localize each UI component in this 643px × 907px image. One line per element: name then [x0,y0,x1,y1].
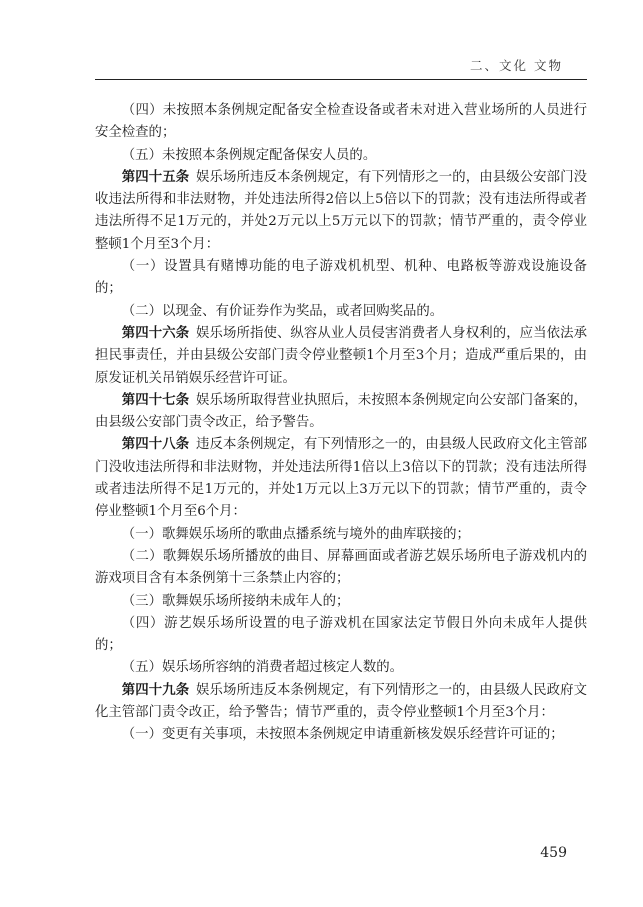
paragraph-text: （一）设置具有赌博功能的电子游戏机机型、机种、电路板等游戏设施设备的； [95,259,587,297]
paragraph-text: 娱乐场所违反本条例规定，有下列情形之一的，由县级人民政府文化主管部门责令改正，给予警告；情节严重的，责令停业整顿1个月至3个月： [95,682,588,721]
paragraph-text: 娱乐场所违反本条例规定，有下列情形之一的，由县级公安部门没收违法所得和非法财物，并处违法所得2倍以上5倍以下的罚款；没有违法所得或者违法所得不足1万元的，并处2万元以上5万元以下的罚款；情节严重的，责令停业整顿1个月至3个月： [95,169,588,252]
article-paragraph [95,434,587,523]
article-number: 第四十六条 [121,325,190,341]
clause-paragraph [95,724,587,746]
paragraph-text: （一）变更有关事项，未按照本条例规定申请重新核发娱乐经营许可证的； [121,727,564,743]
clause-paragraph [95,546,587,591]
header-rule [95,79,587,80]
paragraph-text: （四）游艺娱乐场所设置的电子游戏机在国家法定节假日外向未成年人提供的； [95,615,587,654]
clause-paragraph [95,100,587,145]
clause-paragraph [95,301,587,323]
paragraph-text: （四）未按照本条例规定配备安全检查设备或者未对进入营业场所的人员进行安全检查的； [95,103,587,141]
article-paragraph [95,390,587,435]
paragraph-text: （五）娱乐场所容纳的消费者超过核定人数的。 [121,660,403,676]
article-paragraph [95,680,587,725]
article-number: 第四十七条 [121,392,190,408]
paragraph-text: 违反本条例规定，有下列情形之一的，由县级人民政府文化主管部门没收违法所得和非法财物，并处违法所得1倍以上3倍以下的罚款；没有违法所得或者违法所得不足1万元的，并处1万元以上3万元以下的罚款；情节严重的，责令停业整顿1个月至6个月： [95,437,588,520]
running-header: 二、文化 文物 [470,58,563,73]
paragraph-text: （二）歌舞娱乐场所播放的曲目、屏幕画面或者游艺娱乐场所电子游戏机内的游戏项目含有本条例第十三条禁止内容的； [95,548,587,587]
document-body [95,100,587,747]
clause-paragraph [95,591,587,613]
clause-paragraph [95,256,587,301]
paragraph-text: （二）以现金、有价证券作为奖品，或者回购奖品的。 [121,303,444,319]
paragraph-text: （一）歌舞娱乐场所的歌曲点播系统与境外的曲库联接的； [121,526,470,542]
clause-paragraph [95,613,587,658]
article-paragraph [95,167,587,256]
article-number: 第四十五条 [121,169,190,185]
page-number: 459 [540,845,567,861]
clause-paragraph [95,657,587,679]
article-paragraph [95,323,587,390]
article-number: 第四十八条 [121,437,190,453]
paragraph-text: 娱乐场所指使、纵容从业人员侵害消费者人身权利的，应当依法承担民事责任，并由县级公安部门责令停业整顿1个月至3个月；造成严重后果的，由原发证机关吊销娱乐经营许可证。 [95,325,588,386]
clause-paragraph [95,524,587,546]
paragraph-text: （三）歌舞娱乐场所接纳未成年人的； [121,593,350,609]
clause-paragraph [95,145,587,167]
paragraph-text: 娱乐场所取得营业执照后，未按照本条例规定向公安部门备案的，由县级公安部门责令改正，给予警告。 [95,392,588,431]
paragraph-text: （五）未按照本条例规定配备保安人员的。 [121,147,377,163]
article-number: 第四十九条 [121,682,190,698]
